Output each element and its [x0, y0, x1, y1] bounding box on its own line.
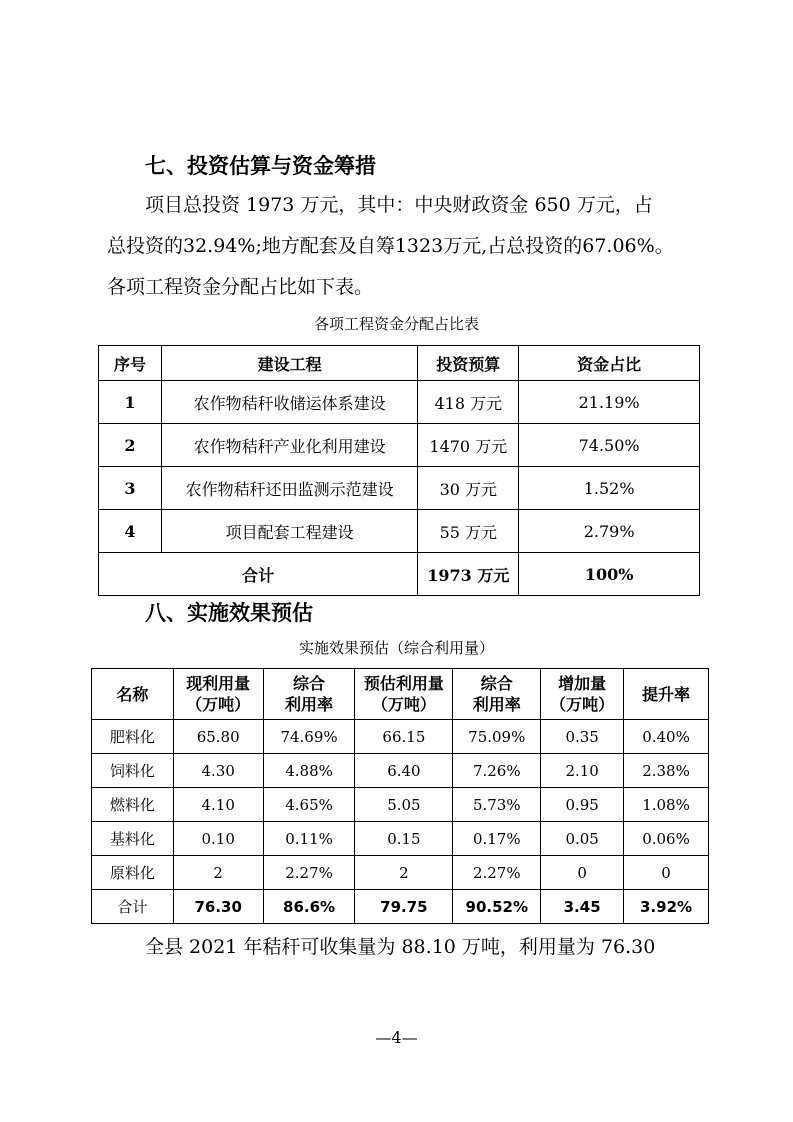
table-header-row [92, 669, 709, 720]
cell: 0.15 [355, 822, 453, 856]
total-share: 100% [519, 553, 700, 596]
cell: 65.80 [173, 720, 263, 754]
header-improvement-rate: 提升率 [624, 669, 709, 720]
cell: 肥料化 [92, 720, 174, 754]
table2-caption: 实施效果预估（综合利用量） [298, 639, 494, 657]
cell: 0.17% [453, 822, 541, 856]
cell: 4.88% [263, 754, 355, 788]
table-row [92, 720, 709, 754]
cell-project: 农作物秸秆产业化利用建设 [161, 424, 417, 467]
cell-share: 1.52% [519, 467, 700, 510]
cell-share: 2.79% [519, 510, 700, 553]
cell: 2.27% [453, 856, 541, 890]
header-name: 名称 [92, 669, 174, 720]
cell: 2.27% [263, 856, 355, 890]
cell: 6.40 [355, 754, 453, 788]
cell-index: 1 [99, 381, 162, 424]
paragraph-line-3: 各项工程资金分配占比如下表。 [107, 276, 374, 298]
cell: 5.05 [355, 788, 453, 822]
cell: 0.11% [263, 822, 355, 856]
header-increase: 增加量 （万吨） [541, 669, 624, 720]
cell: 4.10 [173, 788, 263, 822]
cell: 2.38% [624, 754, 709, 788]
section-7-title: 七、投资估算与资金筹措 [145, 154, 376, 178]
cell: 4.30 [173, 754, 263, 788]
total-label: 合计 [99, 553, 418, 596]
header-budget: 投资预算 [418, 346, 519, 381]
cell: 0.06% [624, 822, 709, 856]
cell: 0.40% [624, 720, 709, 754]
table-row [92, 754, 709, 788]
budget-allocation-table [98, 345, 700, 596]
cell: 燃料化 [92, 788, 174, 822]
total-cell: 86.6% [263, 890, 355, 924]
cell-budget: 418 万元 [418, 381, 519, 424]
total-label: 合计 [92, 890, 174, 924]
cell: 原料化 [92, 856, 174, 890]
page-number: —4— [375, 1028, 418, 1047]
paragraph-line-2: 总投资的32.94%;地方配套及自筹1323万元,占总投资的67.06%。 [107, 235, 674, 257]
cell-budget: 55 万元 [418, 510, 519, 553]
total-cell: 3.92% [624, 890, 709, 924]
cell-budget: 1470 万元 [418, 424, 519, 467]
cell-index: 2 [99, 424, 162, 467]
cell: 0.05 [541, 822, 624, 856]
table-row [99, 467, 700, 510]
table-row [92, 788, 709, 822]
section-8-title: 八、实施效果预估 [145, 601, 313, 625]
header-index: 序号 [99, 346, 162, 381]
cell: 66.15 [355, 720, 453, 754]
utilization-effect-table [91, 668, 709, 924]
paragraph-line-1: 项目总投资 1973 万元，其中：中央财政资金 650 万元，占 [145, 194, 653, 216]
cell: 基料化 [92, 822, 174, 856]
total-budget: 1973 万元 [418, 553, 519, 596]
cell-index: 3 [99, 467, 162, 510]
header-project: 建设工程 [161, 346, 417, 381]
table-header-row [99, 346, 700, 381]
cell-share: 74.50% [519, 424, 700, 467]
table1-caption: 各项工程资金分配占比表 [313, 315, 479, 333]
cell-project: 项目配套工程建设 [161, 510, 417, 553]
cell: 0.35 [541, 720, 624, 754]
total-cell: 76.30 [173, 890, 263, 924]
cell: 5.73% [453, 788, 541, 822]
cell: 7.26% [453, 754, 541, 788]
table-row [92, 822, 709, 856]
cell: 2 [173, 856, 263, 890]
cell: 饲料化 [92, 754, 174, 788]
table-total-row [92, 890, 709, 924]
cell: 4.65% [263, 788, 355, 822]
closing-paragraph-line: 全县 2021 年秸秆可收集量为 88.10 万吨，利用量为 76.30 [145, 936, 656, 958]
cell: 0 [541, 856, 624, 890]
header-current-use: 现利用量 （万吨） [173, 669, 263, 720]
cell: 2.10 [541, 754, 624, 788]
cell: 0.95 [541, 788, 624, 822]
total-cell: 90.52% [453, 890, 541, 924]
cell-budget: 30 万元 [418, 467, 519, 510]
cell: 0 [624, 856, 709, 890]
cell-project: 农作物秸秆收储运体系建设 [161, 381, 417, 424]
table-row [99, 424, 700, 467]
cell: 2 [355, 856, 453, 890]
header-estimated-use: 预估利用量 （万吨） [355, 669, 453, 720]
total-cell: 79.75 [355, 890, 453, 924]
header-estimated-rate: 综合 利用率 [453, 669, 541, 720]
table-row [92, 856, 709, 890]
cell: 75.09% [453, 720, 541, 754]
total-cell: 3.45 [541, 890, 624, 924]
cell: 1.08% [624, 788, 709, 822]
cell-project: 农作物秸秆还田监测示范建设 [161, 467, 417, 510]
cell: 0.10 [173, 822, 263, 856]
header-share: 资金占比 [519, 346, 700, 381]
table-row [99, 510, 700, 553]
cell-index: 4 [99, 510, 162, 553]
table-row [99, 381, 700, 424]
cell: 74.69% [263, 720, 355, 754]
cell-share: 21.19% [519, 381, 700, 424]
table-total-row [99, 553, 700, 596]
header-current-rate: 综合 利用率 [263, 669, 355, 720]
